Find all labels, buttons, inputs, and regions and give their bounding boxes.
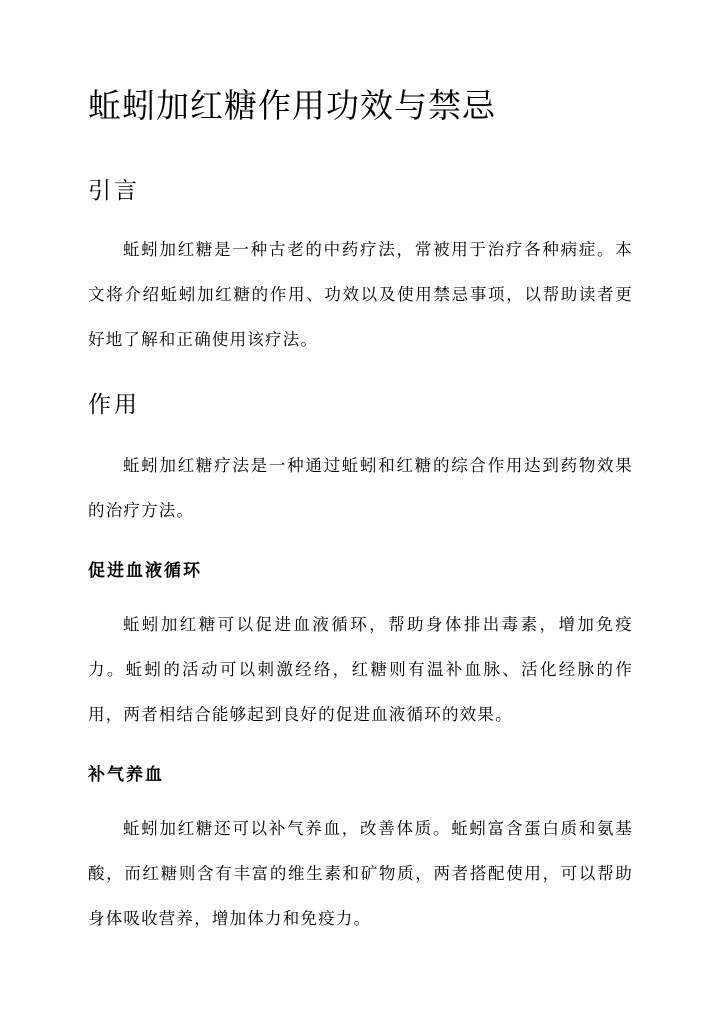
heading-effects: 作用	[88, 392, 140, 418]
paragraph-promote-circulation: 蚯蚓加红糖可以促进血液循环，帮助身体排出毒素，增加免疫力。蚯蚓的活动可以刺激经络，红糖则有温补血脉、活化经脉的作用，两者相结合能够起到良好的促进血液循环的效果。	[88, 615, 633, 724]
heading-nourish-qi-blood: 补气养血	[88, 765, 164, 785]
paragraph-effects: 蚯蚓加红糖疗法是一种通过蚯蚓和红糖的综合作用达到药物效果的治疗方法。	[88, 456, 633, 520]
heading-promote-circulation: 促进血液循环	[88, 561, 202, 581]
paragraph-introduction: 蚯蚓加红糖是一种古老的中药疗法，常被用于治疗各种病症。本文将介绍蚯蚓加红糖的作用、功效以及使用禁忌事项，以帮助读者更好地了解和正确使用该疗法。	[88, 240, 633, 349]
document-title: 蚯蚓加红糖作用功效与禁忌	[88, 86, 496, 125]
heading-introduction: 引言	[88, 178, 140, 204]
paragraph-nourish-qi-blood: 蚯蚓加红糖还可以补气养血，改善体质。蚯蚓富含蛋白质和氨基酸，而红糖则含有丰富的维生素和矿物质，两者搭配使用，可以帮助身体吸收营养，增加体力和免疫力。	[88, 819, 633, 928]
